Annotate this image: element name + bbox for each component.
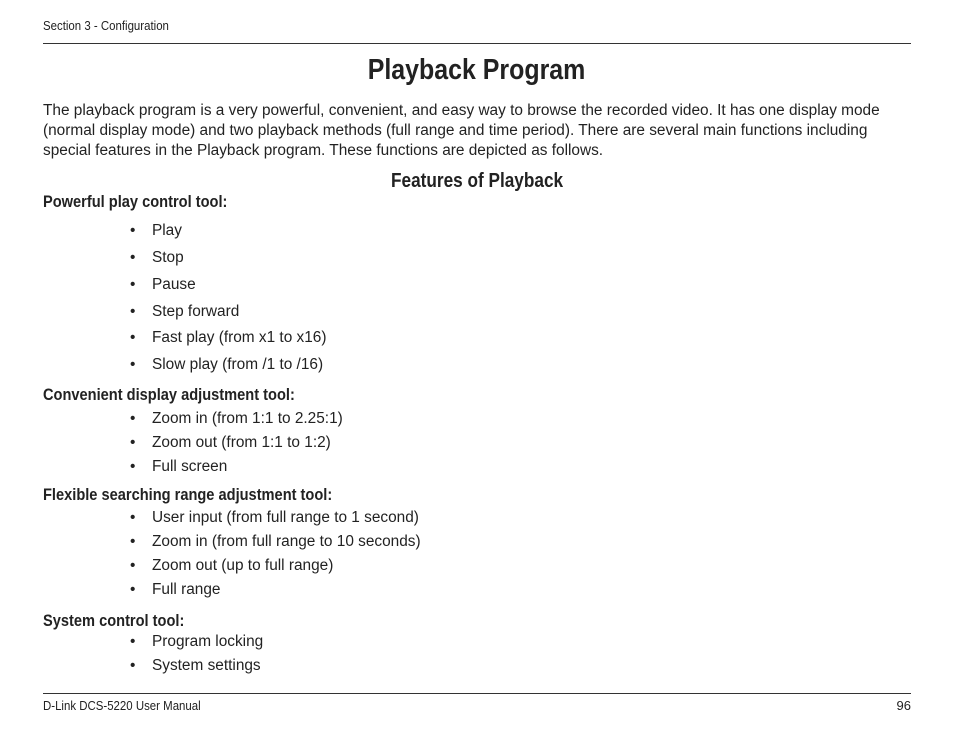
bullet: • — [130, 410, 136, 427]
bullet: • — [130, 303, 136, 320]
list-item — [130, 356, 323, 374]
list-item — [130, 434, 331, 452]
bullet: • — [130, 533, 136, 550]
bullet: • — [130, 458, 136, 475]
header-rule — [43, 43, 911, 44]
list-item-text: Zoom in (from 1:1 to 2.25:1) — [152, 410, 343, 427]
bullet: • — [130, 329, 136, 346]
list-item — [130, 458, 227, 476]
intro-paragraph: The playback program is a very powerful, convenient, and easy way to browse the recorded video. It has one display mode (normal display mode) and two playback methods (full range and time period). There are several main functions including special features in the Playback program. These functions are depicted as follows. — [43, 102, 880, 159]
bullet: • — [130, 276, 136, 293]
footer-rule — [43, 693, 911, 694]
list-item — [130, 581, 220, 599]
list-item — [130, 509, 419, 527]
list-item-text: Pause — [152, 276, 196, 293]
footer-page-number: 96 — [896, 698, 911, 713]
list-item — [130, 222, 182, 240]
list-item — [130, 276, 196, 294]
page-title-text: Playback Program — [368, 54, 586, 86]
list-item — [130, 657, 261, 675]
list-item-text: Step forward — [152, 303, 240, 320]
bullet: • — [130, 581, 136, 598]
group-heading-play-control: Powerful play control tool: — [43, 192, 228, 211]
list-item-text: Full range — [152, 581, 221, 598]
bullet: • — [130, 657, 136, 674]
list-item — [130, 557, 333, 575]
bullet: • — [130, 633, 136, 650]
list-item-text: Zoom out (from 1:1 to 1:2) — [152, 434, 331, 451]
footer-manual-name: D-Link DCS-5220 User Manual — [43, 698, 201, 713]
bullet: • — [130, 557, 136, 574]
list-item — [130, 533, 421, 551]
list-item-text: Fast play (from x1 to x16) — [152, 329, 327, 346]
bullet: • — [130, 222, 136, 239]
bullet: • — [130, 356, 136, 373]
features-heading-text: Features of Playback — [390, 170, 564, 192]
group-heading-display-adjustment: Convenient display adjustment tool: — [43, 385, 295, 404]
list-item-text: Zoom in (from full range to 10 seconds) — [152, 533, 421, 550]
page-title — [0, 54, 954, 87]
bullet: • — [130, 509, 136, 526]
list-item-text: Play — [152, 222, 182, 239]
features-heading — [0, 170, 954, 193]
group-heading-system-control: System control tool: — [43, 611, 185, 630]
list-item-text: System settings — [152, 657, 261, 674]
list-item — [130, 410, 343, 428]
section-label: Section 3 - Configuration — [43, 18, 169, 33]
list-item — [130, 303, 239, 321]
bullet: • — [130, 249, 136, 266]
list-item — [130, 329, 326, 347]
group-heading-search-range: Flexible searching range adjustment tool: — [43, 485, 333, 504]
list-item — [130, 633, 263, 651]
list-item-text: Stop — [152, 249, 184, 266]
list-item-text: Slow play (from /1 to /16) — [152, 356, 324, 373]
list-item-text: Full screen — [152, 458, 228, 475]
list-item-text: Zoom out (up to full range) — [152, 557, 334, 574]
list-item — [130, 249, 184, 267]
bullet: • — [130, 434, 136, 451]
list-item-text: Program locking — [152, 633, 264, 650]
list-item-text: User input (from full range to 1 second) — [152, 509, 419, 526]
